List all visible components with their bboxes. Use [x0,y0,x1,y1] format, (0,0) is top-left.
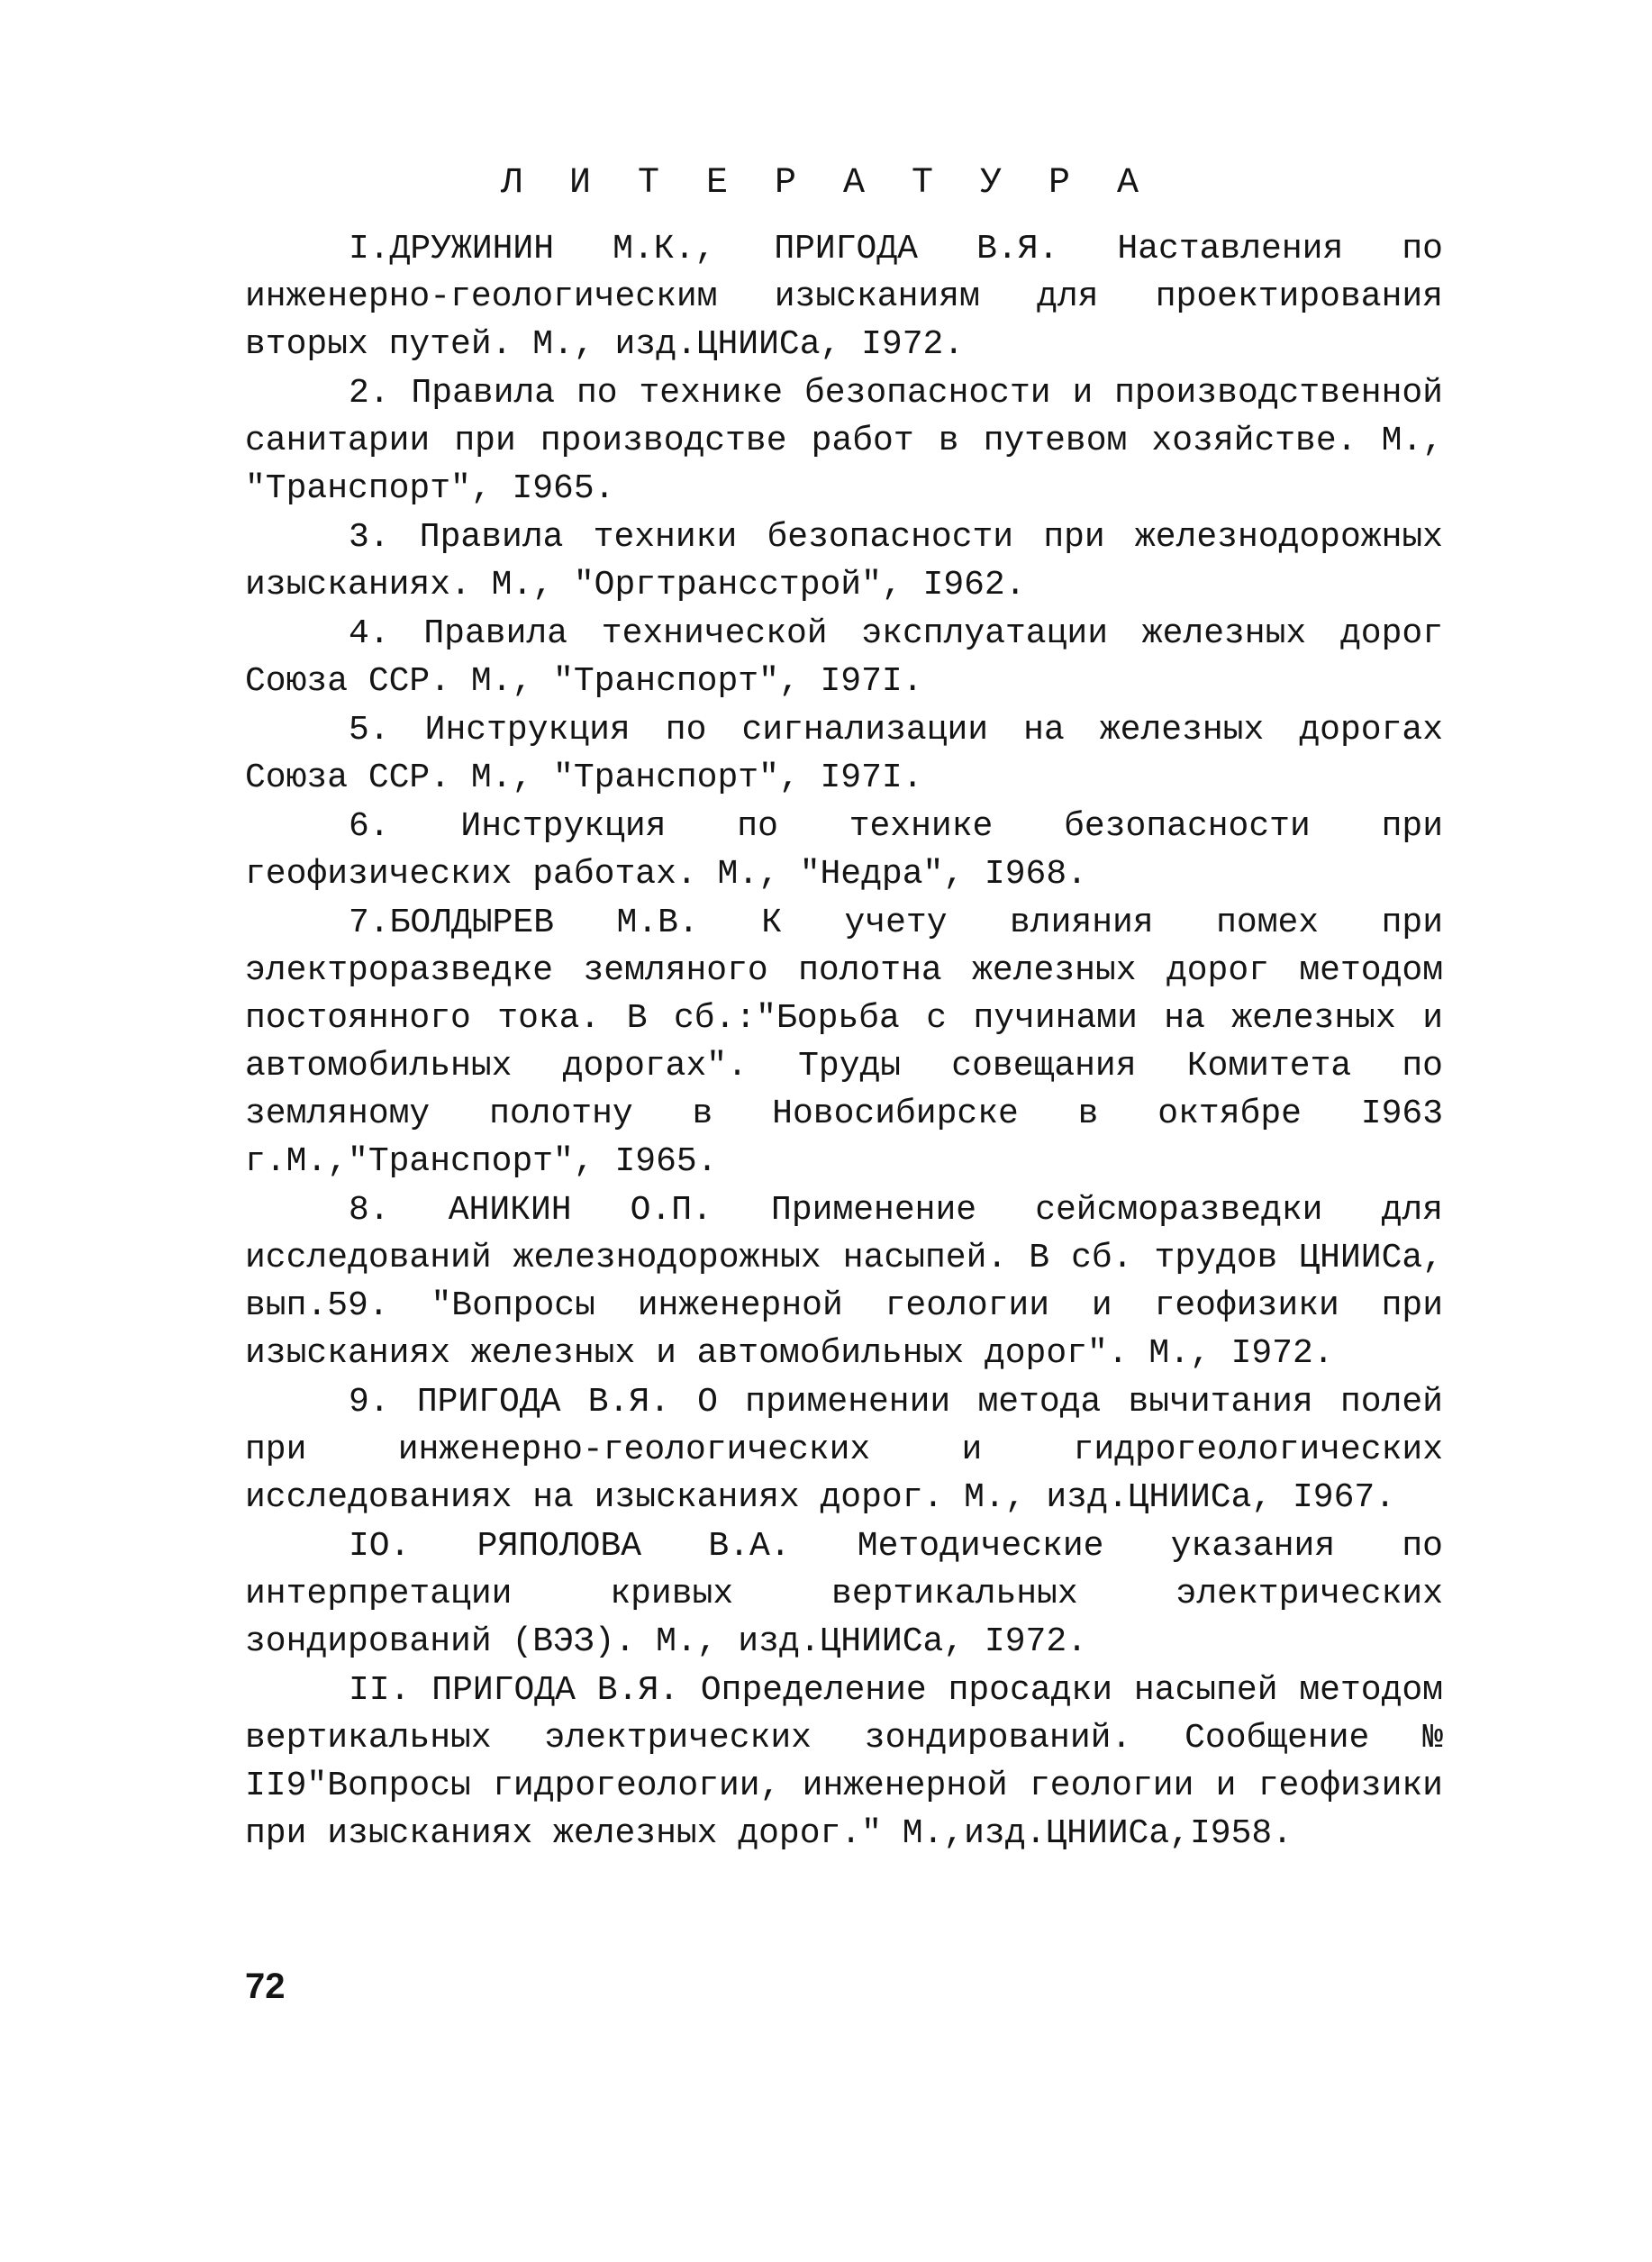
reference-item: 8. АНИКИН О.П. Применение сейсморазведки для исследований железнодорожных насыпей. В сб. трудов ЦНИИСа, вып.59. "Вопросы инженерной геологии и геофизики при изысканиях железных и автомобильных дорог". М., I972. [245,1191,1443,1373]
reference-item: IO. РЯПОЛОВА В.А. Методические указания по интерпретации кривых вертикальных электрических зондирований (ВЭЗ). М., изд.ЦНИИСа, I972. [245,1527,1443,1661]
reference-item: 4. Правила технической эксплуатации железных дорог Союза ССР. М., "Транспорт", I97I. [245,614,1443,701]
reference-item: 5. Инструкция по сигнализации на железных дорогах Союза ССР. М., "Транспорт", I97I. [245,711,1443,797]
reference-list [245,225,1443,1858]
reference-item: I.ДРУЖИНИН М.К., ПРИГОДА В.Я. Наставления по инженерно-геологическим изысканиям для проектирования вторых путей. М., изд.ЦНИИСа, I972. [245,230,1443,364]
reference-item: 7.БОЛДЫРЕВ М.В. К учету влияния помех при электроразведке земляного полотна железных дорог методом постоянного тока. В сб.:"Борьба с пучинами на железных и автомобильных дорогах". Труды совещания Комитета по земляному полотну в Новосибирске в октябре I963 г.М.,"Транспорт", I965. [245,904,1443,1181]
page-title: Л И Т Е Р А Т У Р А [500,163,1152,204]
page-number: 72 [245,1967,286,2006]
reference-item: 9. ПРИГОДА В.Я. О применении метода вычитания полей при инженерно-геологических и гидрогеологических исследованиях на изысканиях дорог. М., изд.ЦНИИСа, I967. [245,1383,1443,1517]
reference-item: 6. Инструкция по технике безопасности при геофизических работах. М., "Недра", I968. [245,807,1443,894]
reference-item: II. ПРИГОДА В.Я. Определение просадки насыпей методом вертикальных электрических зондирований. Сообщение № II9"Вопросы гидрогеологии, инженерной геологии и геофизики при изысканиях железных дорог." М.,изд.ЦНИИСа,I958. [245,1671,1443,1853]
reference-item: 3. Правила техники безопасности при железнодорожных изысканиях. М., "Оргтрансстрой", I962. [245,518,1443,604]
reference-item: 2. Правила по технике безопасности и производственной санитарии при производстве работ в путевом хозяйстве. М., "Транспорт", I965. [245,374,1443,508]
